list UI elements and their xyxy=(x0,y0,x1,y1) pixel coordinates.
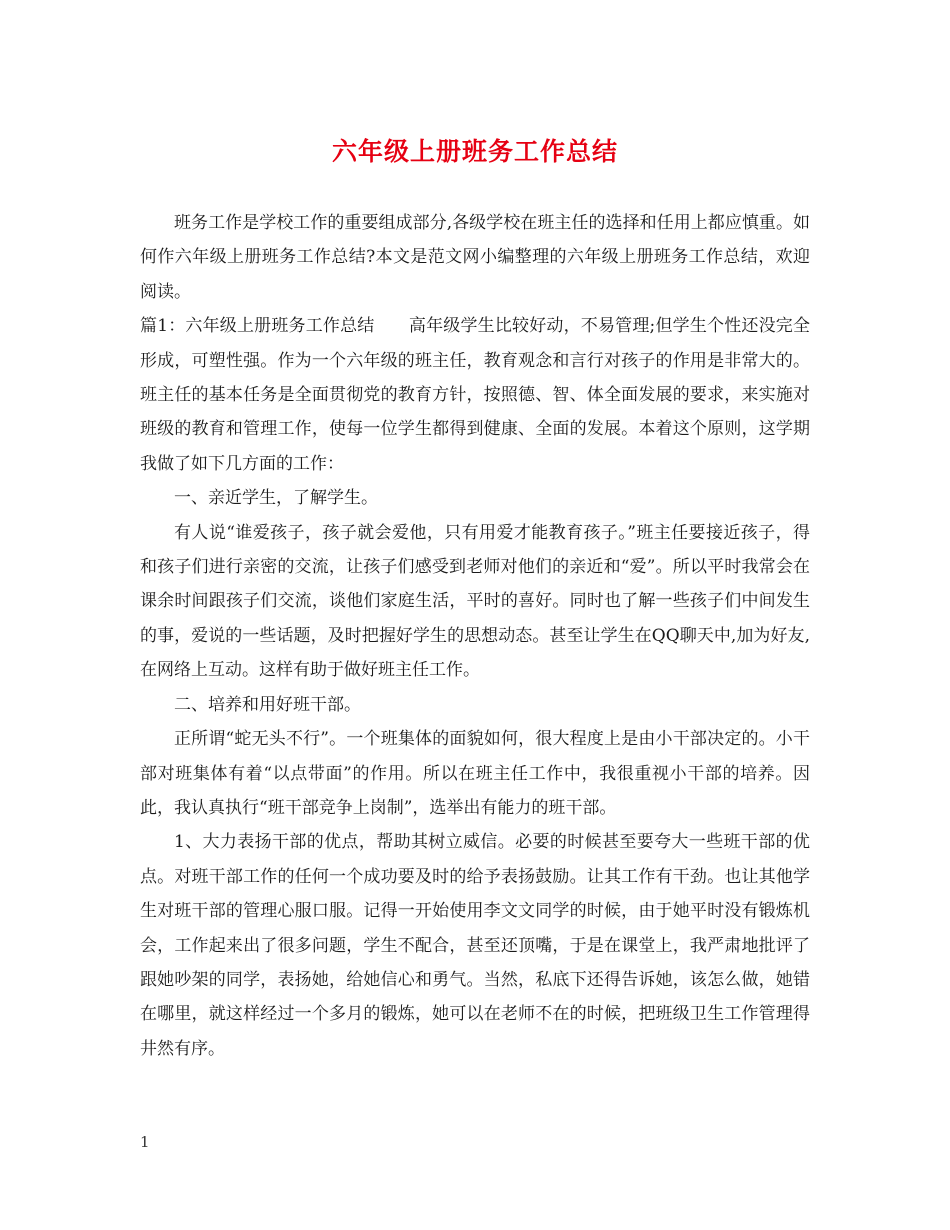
paragraph: 有人说“谁爱孩子，孩子就会爱他，只有用爱才能教育孩子。”班主任要接近孩子，得和孩子们进行亲密的交流，让孩子们感受到老师对他们的亲近和“爱”。所以平时我常会在课余时间跟孩子们交流，谈他们家庭生活，平时的喜好。同时也了解一些孩子们中间发生的事，爱说的一些话题，及时把握好学生的思想动态。甚至让学生在QQ聊天中,加为好友,在网络上互动。这样有助于做好班主任工作。 xyxy=(140,522,810,681)
document-body xyxy=(140,206,810,1066)
paragraph: 班务工作是学校工作的重要组成部分,各级学校在班主任的选择和任用上都应慎重。如何作六年级上册班务工作总结?本文是范文网小编整理的六年级上册班务工作总结，欢迎阅读。 xyxy=(140,213,810,302)
page-number: 1 xyxy=(140,1133,150,1151)
section-heading: 一、亲近学生，了解学生。 xyxy=(174,488,378,509)
section-heading: 二、培养和用好班干部。 xyxy=(174,694,361,715)
paragraph: 1、大力表扬干部的优点，帮助其树立威信。必要的时候甚至要夸大一些班干部的优点。对班干部工作的任何一个成功要及时的给予表扬鼓励。让其工作有干劲。也让其他学生对班干部的管理心服口服。记得一开始使用李文文同学的时候，由于她平时没有锻炼机会，工作起来出了很多问题，学生不配合，甚至还顶嘴，于是在课堂上，我严肃地批评了跟她吵架的同学，表扬她，给她信心和勇气。当然，私底下还得告诉她，该怎么做，她错在哪里，就这样经过一个多月的锻炼，她可以在老师不在的时候，把班级卫生工作管理得井然有序。 xyxy=(140,832,810,1059)
paragraph: 篇1：六年级上册班务工作总结 高年级学生比较好动，不易管理;但学生个性还没完全形成，可塑性强。作为一个六年级的班主任，教育观念和言行对孩子的作用是非常大的。班主任的基本任务是全面贯彻党的教育方针，按照德、智、体全面发展的要求，来实施对班级的教育和管理工作，使每一位学生都得到健康、全面的发展。本着这个原则，这学期我做了如下几方面的工作： xyxy=(140,316,810,474)
page-title: 六年级上册班务工作总结 xyxy=(331,137,618,166)
paragraph: 正所谓“蛇无头不行”。一个班集体的面貌如何，很大程度上是由小干部决定的。小干部对班集体有着“以点带面”的作用。所以在班主任工作中，我很重视小干部的培养。因此，我认真执行“班干部竞争上岗制”，选举出有能力的班干部。 xyxy=(140,729,810,818)
